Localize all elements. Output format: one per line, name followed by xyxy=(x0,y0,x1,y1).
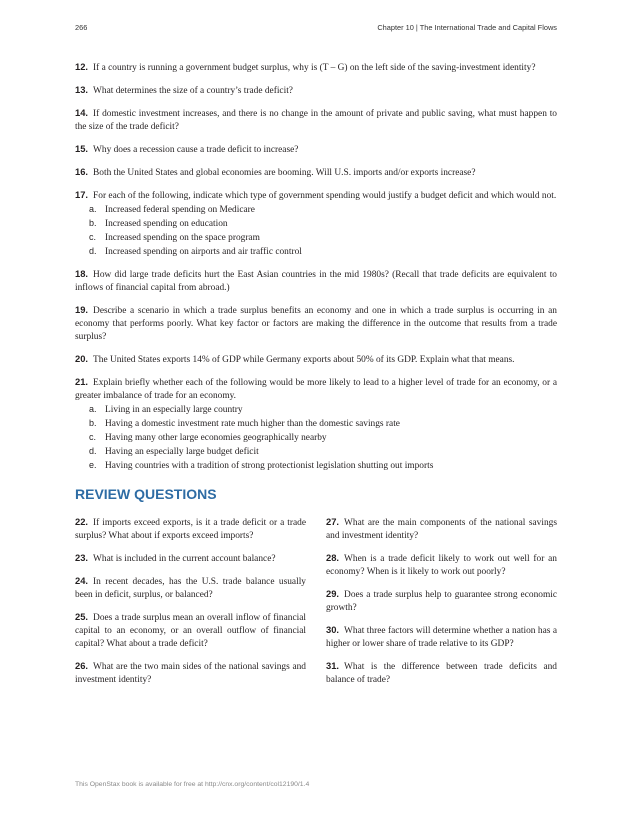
sub-item xyxy=(89,403,557,417)
question-number: 14. xyxy=(75,107,89,118)
question-text: Why does a recession cause a trade deficit to increase? xyxy=(93,145,299,155)
sub-item-text: Increased spending on education xyxy=(105,219,228,229)
question-text: What are the main components of the national savings and investment identity? xyxy=(326,518,557,541)
question-22 xyxy=(75,515,306,543)
question-number: 30. xyxy=(326,624,340,635)
chapter-title: Chapter 10 | The International Trade and Capital Flows xyxy=(377,23,557,32)
question-text: If a country is running a government budget surplus, why is (T – G) on the left side of the saving-investment identity? xyxy=(93,63,536,73)
question-17 xyxy=(75,188,557,259)
question-number: 22. xyxy=(75,516,89,527)
sub-item-text: Increased spending on the space program xyxy=(105,233,260,243)
question-15 xyxy=(75,142,557,157)
sub-item xyxy=(89,417,557,431)
sub-item-letter: d. xyxy=(89,246,97,256)
page-number: 266 xyxy=(75,23,88,32)
question-text: Does a trade surplus mean an overall inflow of financial capital to an economy, or an overall outflow of financial capital? What about a trade deficit? xyxy=(75,613,306,649)
sub-item-letter: d. xyxy=(89,446,97,456)
sub-item-list xyxy=(75,203,557,259)
sub-item xyxy=(89,217,557,231)
sub-item-text: Having a domestic investment rate much higher than the domestic savings rate xyxy=(105,419,400,429)
question-27 xyxy=(326,515,557,543)
question-24 xyxy=(75,574,306,602)
question-text: What is the difference between trade deficits and balance of trade? xyxy=(326,662,557,685)
question-23 xyxy=(75,551,306,566)
sub-item-text: Having countries with a tradition of strong protectionist legislation shutting out imports xyxy=(105,461,434,471)
question-number: 21. xyxy=(75,376,89,387)
running-head xyxy=(75,23,557,35)
question-number: 16. xyxy=(75,166,89,177)
question-number: 18. xyxy=(75,268,89,279)
sub-item xyxy=(89,459,557,473)
sub-item xyxy=(89,445,557,459)
sub-item-letter: a. xyxy=(89,404,97,414)
question-text: What is included in the current account balance? xyxy=(93,554,276,564)
question-25 xyxy=(75,610,306,651)
question-text: Describe a scenario in which a trade surplus benefits an economy and one in which a trade surplus is occurring in an economy that performs poorly. What key factor or factors are making the difference in the outcome that results from a trade surplus? xyxy=(75,306,557,342)
footer-note: This OpenStax book is available for free at http://cnx.org/content/col12190/1.4 xyxy=(75,781,310,788)
question-30 xyxy=(326,623,557,651)
sub-item-letter: a. xyxy=(89,204,97,214)
question-19 xyxy=(75,303,557,344)
question-26 xyxy=(75,659,306,687)
sub-item-text: Increased federal spending on Medicare xyxy=(105,205,255,215)
question-31 xyxy=(326,659,557,687)
sub-item-text: Living in an especially large country xyxy=(105,405,243,415)
question-text: How did large trade deficits hurt the East Asian countries in the mid 1980s? (Recall that trade deficits are equivalent to inflows of financial capital from abroad.) xyxy=(75,270,557,293)
question-29 xyxy=(326,587,557,615)
question-text: If domestic investment increases, and there is no change in the amount of private and public saving, what must happen to the size of the trade deficit? xyxy=(75,109,557,132)
question-number: 28. xyxy=(326,552,340,563)
question-number: 20. xyxy=(75,353,89,364)
sub-item xyxy=(89,245,557,259)
review-column-left xyxy=(75,515,306,695)
question-20 xyxy=(75,352,557,367)
question-number: 23. xyxy=(75,552,89,563)
question-12 xyxy=(75,60,557,75)
question-text: In recent decades, has the U.S. trade balance usually been in deficit, surplus, or balanced? xyxy=(75,577,306,600)
question-text: Does a trade surplus help to guarantee strong economic growth? xyxy=(326,590,557,613)
question-number: 27. xyxy=(326,516,340,527)
sub-item-letter: e. xyxy=(89,460,97,470)
question-text: For each of the following, indicate which type of government spending would justify a budget deficit and which would not. xyxy=(93,191,557,201)
sub-item xyxy=(89,231,557,245)
question-number: 31. xyxy=(326,660,340,671)
sub-item-list xyxy=(75,403,557,473)
question-number: 12. xyxy=(75,61,89,72)
question-16 xyxy=(75,165,557,180)
sub-item-text: Having an especially large budget deficit xyxy=(105,447,259,457)
sub-item-letter: c. xyxy=(89,232,97,242)
content xyxy=(75,60,557,695)
question-number: 29. xyxy=(326,588,340,599)
question-text: What are the two main sides of the national savings and investment identity? xyxy=(75,662,306,685)
review-columns xyxy=(75,515,557,695)
sub-item-text: Having many other large economies geographically nearby xyxy=(105,433,327,443)
sub-item xyxy=(89,203,557,217)
question-number: 24. xyxy=(75,575,89,586)
question-number: 13. xyxy=(75,84,89,95)
question-text: The United States exports 14% of GDP while Germany exports about 50% of its GDP. Explain what that means. xyxy=(93,355,515,365)
question-18 xyxy=(75,267,557,295)
question-14 xyxy=(75,106,557,134)
question-13 xyxy=(75,83,557,98)
sub-item-letter: c. xyxy=(89,432,97,442)
question-number: 15. xyxy=(75,143,89,154)
question-text: What three factors will determine whether a nation has a higher or lower share of trade relative to its GDP? xyxy=(326,626,557,649)
question-text: When is a trade deficit likely to work out well for an economy? When is it likely to work out poorly? xyxy=(326,554,557,577)
sub-item-letter: b. xyxy=(89,218,97,228)
question-number: 19. xyxy=(75,304,89,315)
question-number: 17. xyxy=(75,189,89,200)
question-text: What determines the size of a country’s trade deficit? xyxy=(93,86,293,96)
question-number: 25. xyxy=(75,611,89,622)
sub-item-text: Increased spending on airports and air traffic control xyxy=(105,247,302,257)
question-text: Explain briefly whether each of the following would be more likely to lead to a higher level of trade for an economy, or a greater imbalance of trade for an economy. xyxy=(75,378,557,401)
review-column-right xyxy=(326,515,557,695)
review-questions-heading: REVIEW QUESTIONS xyxy=(75,486,217,502)
sub-item xyxy=(89,431,557,445)
sub-item-letter: b. xyxy=(89,418,97,428)
question-text: Both the United States and global economies are booming. Will U.S. imports and/or exports increase? xyxy=(93,168,476,178)
question-text: If imports exceed exports, is it a trade deficit or a trade surplus? What about if exports exceed imports? xyxy=(75,518,306,541)
question-number: 26. xyxy=(75,660,89,671)
question-28 xyxy=(326,551,557,579)
question-21 xyxy=(75,375,557,473)
